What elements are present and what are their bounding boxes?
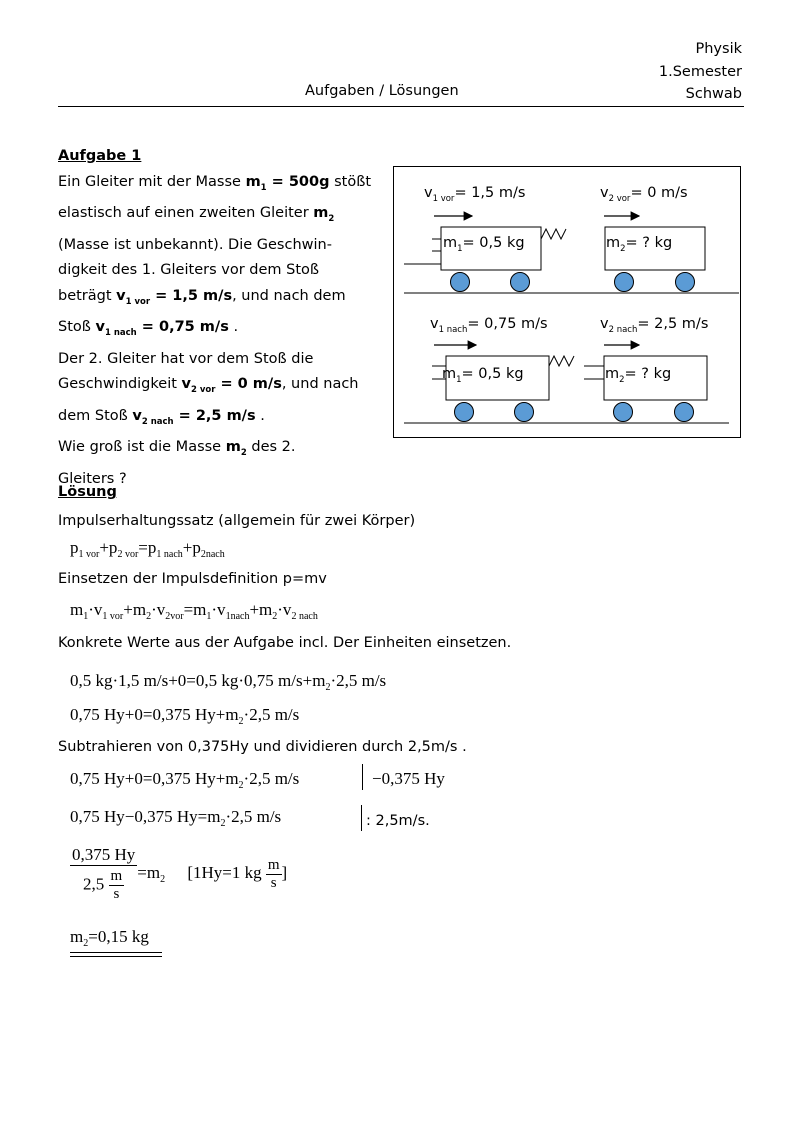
wheel [676,273,695,292]
wheel [515,403,534,422]
spring [541,229,566,239]
operation-subtract: −0,375 Hy [372,769,445,788]
solution-heading: Lösung [58,484,117,500]
solution-text-4: Subtrahieren von 0,375Hy und dividieren durch 2,5m/s . [58,739,467,755]
wheel [451,273,470,292]
wheel [675,403,694,422]
equation-momentum-conservation: $p_{1 vor}+p_{2 vor}=p_{1 nach}+p_{2nach}$ [70,538,225,560]
label-m2-bottom: $m_2=$ ? kg [605,366,672,385]
task-line: Geschwindigkeit $v_{2 vor} = 0$ m/s, und nach [58,376,359,395]
final-result: $m_2=0,15$ kg [70,927,149,949]
task-line: digkeit des 1. Gleiters vor dem Stoß [58,262,320,278]
task-line: Stoß $v_{1 nach} = 0,75$ m/s . [58,319,239,338]
label-v1-vor: $v_{1 vor}= 1,5$ m/s [424,185,526,204]
task-line: (Masse ist unbekannt). Die Geschwin- [58,236,332,253]
label-m1-bottom: $m_1= 0,5$ kg [442,366,524,385]
equation-values-hy: 0,75 Hy+0=0,375 $Hy+m_2\cdot 2,5$ m/s [70,705,300,727]
solution-text-1: Impulserhaltungssatz (allgemein für zwei Körper) [58,513,416,529]
wheel [614,403,633,422]
header-right [659,38,742,106]
spring [549,356,574,366]
task-line: dem Stoß $v_{2 nach} = 2,5$ m/s . [58,407,265,427]
header-semester: 1.Semester [658,63,742,80]
solution-text-3: Konkrete Werte aus der Aufgabe incl. Der Einheiten einsetzen. [58,635,512,651]
result-underline [70,956,162,957]
task-heading: Aufgabe 1 [58,148,142,164]
collision-diagram [393,166,741,438]
label-m2-top: $m_2=$ ? kg [606,235,673,254]
equation-step-2: 0,75 Hy−0,375 $Hy=m_2\cdot 2,5$ m/s [70,807,282,829]
header-divider [58,106,744,107]
header-author: Schwab [685,86,742,102]
equation-momentum-definition: $m_1\cdot v_{1 vor}+m_2\cdot v_{2vor}=m_1\cdot v_{1nach}+m_2\cdot v_{2 nach}$ [70,600,318,622]
solution-text-2: Einsetzen der Impulsdefinition p=mv [58,571,327,587]
equation-step-1: 0,75 Hy+0=0,375 $Hy+m_2\cdot 2,5$ m/s [70,769,300,791]
label-m1-top: $m_1= 0,5$ kg [443,235,525,254]
label-v1-nach: $v_{1 nach}= 0,75$ m/s [430,316,548,335]
equation-fraction: 0,375 Hy 2,5 $\frac{m}{s}$ $=m_2$ [1Hy=1 kg $\frac{m}{s}$ ] [72,845,288,902]
header-subject: Physik [695,41,742,57]
task-text [58,144,388,492]
operation-divider [362,764,363,790]
task-line: beträgt $v_{1 vor} = 1,5$ m/s, und nach dem [58,287,346,307]
wheel [511,273,530,292]
wheel [615,273,634,292]
label-v2-nach: $v_{2 nach}= 2,5$ m/s [600,316,709,335]
task-line: Gleiters ? [58,470,127,487]
diagram-svg [394,167,742,439]
header-title: Aufgaben / Lösungen [305,83,459,99]
result-underline [70,952,162,953]
task-line: Der 2. Gleiter hat vor dem Stoß die [58,350,314,367]
label-v2-vor: $v_{2 vor}= 0$ m/s [600,185,688,204]
task-line: Wie groß ist die Masse $m_2$ des 2. [58,439,296,458]
operation-divide: : 2,5m/s. [366,813,430,829]
wheel [455,403,474,422]
equation-values: 0,5 kg·1,5 m/s+0=0,5 kg·0,75 $m/s+m_2\cdot 2,5$ m/s [70,671,387,693]
task-line: elastisch auf einen zweiten Gleiter $m_2$ [58,205,335,224]
task-line: Ein Gleiter mit der Masse $m_1 = 500g$ stößt [58,173,372,193]
operation-divider [361,805,362,831]
